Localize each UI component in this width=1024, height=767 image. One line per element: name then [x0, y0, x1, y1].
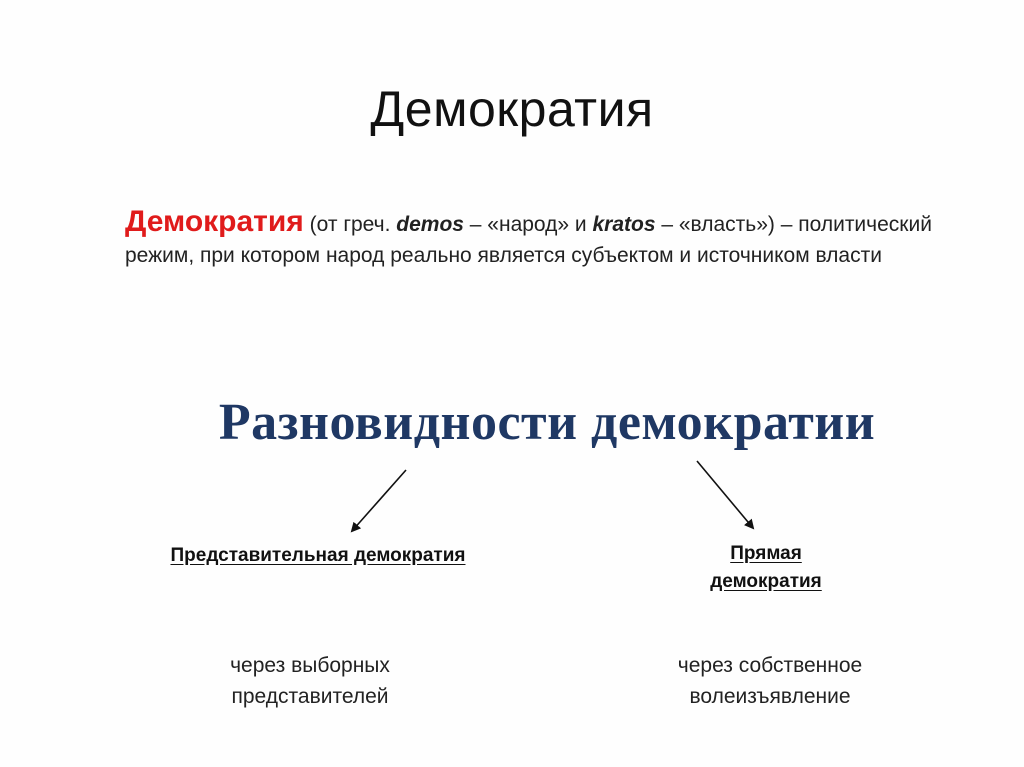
representative-description-line1: через выборных: [230, 654, 390, 677]
direct-democracy-label-line2: демократия: [710, 571, 822, 592]
definition-text-part3: – «власть») – политический режим, при котором народ реально является субъектом и источником власти: [125, 213, 932, 267]
definition-word-kratos: kratos: [592, 213, 656, 236]
representative-democracy-description: [170, 650, 450, 712]
arrow-left: [352, 470, 406, 531]
direct-description-line2: волеизъявление: [689, 685, 851, 708]
representative-democracy-label: Представительная демократия: [170, 545, 466, 566]
direct-democracy-label-line1: Прямая: [730, 543, 802, 564]
definition-word-demos: demos: [396, 213, 464, 236]
definition-text-part2: – «народ» и: [463, 213, 593, 236]
types-heading: Разновидности демократии: [218, 394, 876, 451]
slide-title: Демократия: [370, 81, 654, 137]
representative-description-line2: представителей: [231, 685, 389, 708]
direct-democracy-label: [656, 540, 876, 596]
definition-term: Демократия: [125, 205, 304, 238]
definition-text-part1: (от греч.: [303, 213, 397, 236]
direct-description-line1: через собственное: [677, 654, 863, 677]
arrow-right: [697, 461, 753, 528]
direct-democracy-description: [630, 650, 910, 712]
